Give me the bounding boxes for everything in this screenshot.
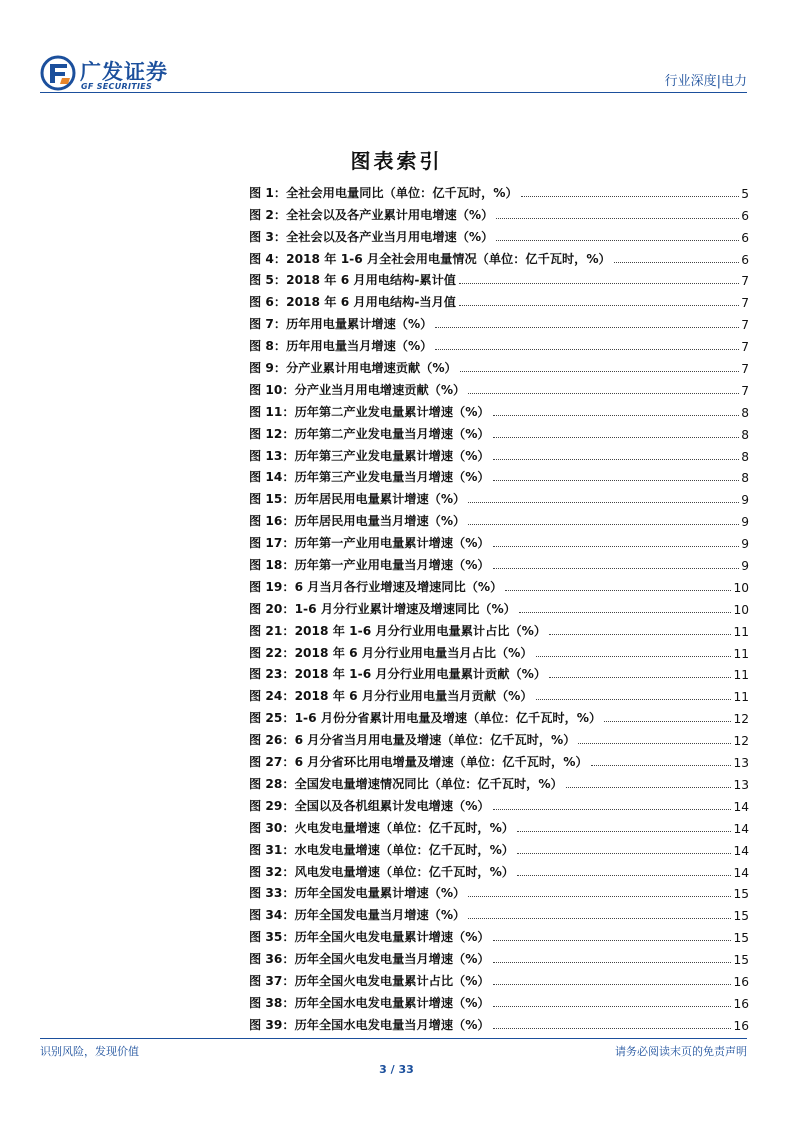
- toc-entry-leader-dots: [468, 502, 739, 503]
- toc-entry[interactable]: [249, 442, 749, 464]
- toc-entry[interactable]: [249, 595, 749, 617]
- toc-entry-label[interactable]: 图 24：2018 年 6 月分行业用电量当月贡献（%）: [249, 689, 533, 704]
- footer-slogan: 识别风险，发现价值: [40, 1045, 139, 1058]
- toc-entry-label[interactable]: 图 7：历年用电量累计增速（%）: [249, 317, 433, 332]
- footer-divider: [40, 1038, 747, 1039]
- toc-entry-leader-dots: [493, 940, 732, 941]
- toc-entry-leader-dots: [468, 896, 731, 897]
- footer-disclaimer: 请务必阅读末页的免责声明: [615, 1045, 747, 1058]
- toc-entry-label[interactable]: 图 12：历年第二产业发电量当月增速（%）: [249, 426, 490, 441]
- toc-entry[interactable]: [249, 704, 749, 726]
- toc-entry-leader-dots: [459, 283, 739, 284]
- toc-entry-leader-dots: [517, 831, 732, 832]
- toc-entry-label[interactable]: 图 37：历年全国火电发电量累计占比（%）: [249, 973, 490, 988]
- toc-entry-page[interactable]: 6: [741, 252, 749, 267]
- toc-entry-leader-dots: [591, 765, 732, 766]
- toc-entry-label[interactable]: 图 31：水电发电量增速（单位：亿千瓦时，%）: [249, 842, 514, 857]
- toc-entry[interactable]: [249, 376, 749, 398]
- toc-entry-page[interactable]: 11: [733, 668, 749, 683]
- toc-entry-leader-dots: [521, 196, 740, 197]
- toc-entry-label[interactable]: 图 34：历年全国发电量当月增速（%）: [249, 908, 466, 923]
- toc-entry-page[interactable]: 16: [733, 1018, 749, 1033]
- toc-entry-leader-dots: [493, 1006, 732, 1007]
- toc-entry-page[interactable]: 6: [741, 230, 749, 245]
- toc-entry-label[interactable]: 图 10：分产业当月用电增速贡献（%）: [249, 382, 466, 397]
- toc-entry[interactable]: [249, 573, 749, 595]
- toc-entry-leader-dots: [468, 918, 731, 919]
- toc-entry[interactable]: [249, 201, 749, 223]
- toc-entry-leader-dots: [493, 459, 740, 460]
- toc-entry-label[interactable]: 图 22：2018 年 6 月分行业用电量当月占比（%）: [249, 645, 533, 660]
- toc-entry-page[interactable]: 11: [733, 690, 749, 705]
- toc-entry-page[interactable]: 10: [733, 580, 749, 595]
- toc-entry-leader-dots: [578, 743, 731, 744]
- toc-entry-page[interactable]: 7: [741, 340, 749, 355]
- toc-entry-label[interactable]: 图 32：风电发电量增速（单位：亿千瓦时，%）: [249, 864, 514, 879]
- toc-entry-label[interactable]: 图 35：历年全国火电发电量累计增速（%）: [249, 930, 490, 945]
- toc-entry-label[interactable]: 图 26：6 月分省当月用电量及增速（单位：亿千瓦时，%）: [249, 733, 576, 748]
- toc-entry[interactable]: [249, 529, 749, 551]
- toc-entry-page[interactable]: 8: [741, 427, 749, 442]
- toc-entry-label[interactable]: 图 16：历年居民用电量当月增速（%）: [249, 514, 466, 529]
- toc-entry-page[interactable]: 8: [741, 405, 749, 420]
- toc-entry-leader-dots: [435, 327, 739, 328]
- toc-entry-label[interactable]: 图 3：全社会以及各产业当月用电增速（%）: [249, 229, 494, 244]
- brand-logo: [40, 55, 180, 93]
- toc-entry[interactable]: [249, 223, 749, 245]
- toc-entry-leader-dots: [496, 218, 739, 219]
- toc-entry-page[interactable]: 9: [741, 515, 749, 530]
- toc-entry-leader-dots: [460, 371, 739, 372]
- toc-entry[interactable]: [249, 464, 749, 486]
- toc-entry-page[interactable]: 8: [741, 449, 749, 464]
- toc-entry[interactable]: [249, 726, 749, 748]
- toc-entry-label[interactable]: 图 39：历年全国水电发电量当月增速（%）: [249, 1017, 490, 1032]
- toc-entry-page[interactable]: 12: [733, 734, 749, 749]
- toc-entry-leader-dots: [493, 809, 732, 810]
- toc-entry-leader-dots: [468, 524, 739, 525]
- toc-entry[interactable]: [249, 1011, 749, 1033]
- toc-entry-label[interactable]: 图 28：全国发电量增速情况同比（单位：亿千瓦时，%）: [249, 776, 563, 791]
- toc-entry-label[interactable]: 图 29：全国以及各机组累计发电增速（%）: [249, 798, 490, 813]
- toc-entry[interactable]: [249, 945, 749, 967]
- toc-entry-label[interactable]: 图 4：2018 年 1-6 月全社会用电量情况（单位：亿千瓦时，%）: [249, 251, 611, 266]
- toc-entry-page[interactable]: 11: [733, 646, 749, 661]
- toc-entry-label[interactable]: 图 20：1-6 月分行业累计增速及增速同比（%）: [249, 601, 516, 616]
- toc-entry-page[interactable]: 12: [733, 712, 749, 727]
- toc-entry-label[interactable]: 图 21：2018 年 1-6 月分行业用电量累计占比（%）: [249, 623, 547, 638]
- toc-entry-leader-dots: [493, 546, 740, 547]
- toc-entry-page[interactable]: 14: [733, 821, 749, 836]
- toc-entry-leader-dots: [493, 480, 740, 481]
- toc-entry-page[interactable]: 14: [733, 799, 749, 814]
- toc-entry[interactable]: [249, 682, 749, 704]
- toc-entry-label[interactable]: 图 19：6 月当月各行业增速及增速同比（%）: [249, 579, 503, 594]
- toc-entry-page[interactable]: 15: [733, 887, 749, 902]
- toc-entry-leader-dots: [519, 612, 732, 613]
- toc-entry-page[interactable]: 15: [733, 931, 749, 946]
- toc-entry-page[interactable]: 7: [741, 362, 749, 377]
- toc-entry-leader-dots: [536, 699, 732, 700]
- toc-entry-leader-dots: [549, 677, 731, 678]
- toc-entry-label[interactable]: 图 30：火电发电量增速（单位：亿千瓦时，%）: [249, 820, 514, 835]
- toc-entry[interactable]: [249, 617, 749, 639]
- toc-entry[interactable]: [249, 507, 749, 529]
- toc-entry-page[interactable]: 11: [733, 624, 749, 639]
- toc-entry-leader-dots: [566, 787, 732, 788]
- toc-entry-leader-dots: [493, 984, 732, 985]
- toc-entry-page[interactable]: 14: [733, 843, 749, 858]
- toc-entry[interactable]: [249, 770, 749, 792]
- toc-entry-label[interactable]: 图 8：历年用电量当月增速（%）: [249, 339, 433, 354]
- brand-name-cn: 广发证券: [80, 60, 168, 84]
- toc-entry-label[interactable]: 图 33：历年全国发电量累计增速（%）: [249, 886, 466, 901]
- toc-entry-page[interactable]: 5: [741, 186, 749, 201]
- toc-entry[interactable]: [249, 267, 749, 289]
- toc-entry-label[interactable]: 图 18：历年第一产业用电量当月增速（%）: [249, 558, 490, 573]
- toc-entry-page[interactable]: 16: [733, 974, 749, 989]
- toc-entry-page[interactable]: 10: [733, 602, 749, 617]
- toc-entry[interactable]: [249, 814, 749, 836]
- toc-entry[interactable]: [249, 179, 749, 201]
- toc-entry[interactable]: [249, 310, 749, 332]
- toc-entry-page[interactable]: 9: [741, 493, 749, 508]
- toc-entry[interactable]: [249, 792, 749, 814]
- toc-entry[interactable]: [249, 551, 749, 573]
- toc-entry[interactable]: [249, 485, 749, 507]
- toc-entry-leader-dots: [614, 262, 740, 263]
- toc-entry-label[interactable]: 图 2：全社会以及各产业累计用电增速（%）: [249, 207, 494, 222]
- toc-entry-page[interactable]: 15: [733, 953, 749, 968]
- toc-entry[interactable]: [249, 748, 749, 770]
- toc-entry[interactable]: [249, 836, 749, 858]
- page-number: 3 / 33: [379, 1063, 414, 1076]
- toc-entry-leader-dots: [536, 656, 732, 657]
- toc-entry-leader-dots: [517, 853, 732, 854]
- toc-entry-page[interactable]: 9: [741, 537, 749, 552]
- toc-entry-page[interactable]: 15: [733, 909, 749, 924]
- toc-entry[interactable]: [249, 989, 749, 1011]
- toc-entry-page[interactable]: 7: [741, 274, 749, 289]
- header-category: 行业深度|电力: [664, 74, 747, 89]
- toc-entry[interactable]: [249, 245, 749, 267]
- toc-entry-leader-dots: [496, 240, 739, 241]
- toc-entry-page[interactable]: 14: [733, 865, 749, 880]
- toc-entry-label[interactable]: 图 6：2018 年 6 月用电结构-当月值: [249, 295, 456, 310]
- toc-entry-label[interactable]: 图 13：历年第三产业发电量累计增速（%）: [249, 448, 490, 463]
- toc-entry[interactable]: [249, 661, 749, 683]
- toc-entry-label[interactable]: 图 38：历年全国水电发电量累计增速（%）: [249, 995, 490, 1010]
- toc-entry[interactable]: [249, 398, 749, 420]
- toc-entry-label[interactable]: 图 9：分产业累计用电增速贡献（%）: [249, 361, 457, 376]
- toc-entry[interactable]: [249, 880, 749, 902]
- toc-entry-label[interactable]: 图 14：历年第三产业发电量当月增速（%）: [249, 470, 490, 485]
- toc-entry-leader-dots: [604, 721, 731, 722]
- toc-entry[interactable]: [249, 288, 749, 310]
- toc-entry-label[interactable]: 图 11：历年第二产业发电量累计增速（%）: [249, 404, 490, 419]
- toc-entry-page[interactable]: 6: [741, 208, 749, 223]
- toc-entry[interactable]: [249, 639, 749, 661]
- toc-entry-page[interactable]: 13: [733, 756, 749, 771]
- toc-entry-leader-dots: [468, 393, 739, 394]
- toc-entry-page[interactable]: 7: [741, 296, 749, 311]
- toc-entry[interactable]: [249, 901, 749, 923]
- toc-entry-leader-dots: [505, 590, 731, 591]
- toc-entry[interactable]: [249, 420, 749, 442]
- toc-entry-leader-dots: [493, 415, 740, 416]
- toc-entry-label[interactable]: 图 23：2018 年 1-6 月分行业用电量累计贡献（%）: [249, 667, 547, 682]
- toc-entry-label[interactable]: 图 15：历年居民用电量累计增速（%）: [249, 492, 466, 507]
- toc-entry-label[interactable]: 图 36：历年全国火电发电量当月增速（%）: [249, 952, 490, 967]
- toc-entry-page[interactable]: 13: [733, 777, 749, 792]
- toc-entry-page[interactable]: 9: [741, 559, 749, 574]
- toc-entry-leader-dots: [493, 1028, 732, 1029]
- toc-entry-page[interactable]: 8: [741, 471, 749, 486]
- toc-entry[interactable]: [249, 332, 749, 354]
- toc-entry[interactable]: [249, 923, 749, 945]
- brand-name-en: GF SECURITIES: [81, 82, 153, 91]
- toc-entry-leader-dots: [549, 634, 731, 635]
- brand-logo-icon: [40, 55, 76, 91]
- toc-entry-leader-dots: [517, 875, 732, 876]
- page-title: 图表索引: [350, 149, 443, 173]
- toc-entry[interactable]: [249, 354, 749, 376]
- toc-entry-label[interactable]: 图 1：全社会用电量同比（单位：亿千瓦时，%）: [249, 185, 518, 200]
- toc-entry-label[interactable]: 图 25：1-6 月份分省累计用电量及增速（单位：亿千瓦时，%）: [249, 711, 602, 726]
- toc-entry-page[interactable]: 7: [741, 383, 749, 398]
- toc-entry-page[interactable]: 16: [733, 996, 749, 1011]
- toc-entry-label[interactable]: 图 27：6 月分省环比用电增量及增速（单位：亿千瓦时，%）: [249, 755, 588, 770]
- toc-entry-page[interactable]: 7: [741, 318, 749, 333]
- toc-entry-label[interactable]: 图 17：历年第一产业用电量累计增速（%）: [249, 536, 490, 551]
- header-divider: [40, 92, 747, 93]
- toc-entry-label[interactable]: 图 5：2018 年 6 月用电结构-累计值: [249, 273, 456, 288]
- toc-entry-leader-dots: [493, 437, 740, 438]
- figure-index-list: [249, 179, 749, 1033]
- toc-entry[interactable]: [249, 967, 749, 989]
- toc-entry-leader-dots: [493, 962, 732, 963]
- toc-entry-leader-dots: [459, 305, 739, 306]
- toc-entry-leader-dots: [493, 568, 740, 569]
- toc-entry[interactable]: [249, 858, 749, 880]
- toc-entry-leader-dots: [435, 349, 739, 350]
